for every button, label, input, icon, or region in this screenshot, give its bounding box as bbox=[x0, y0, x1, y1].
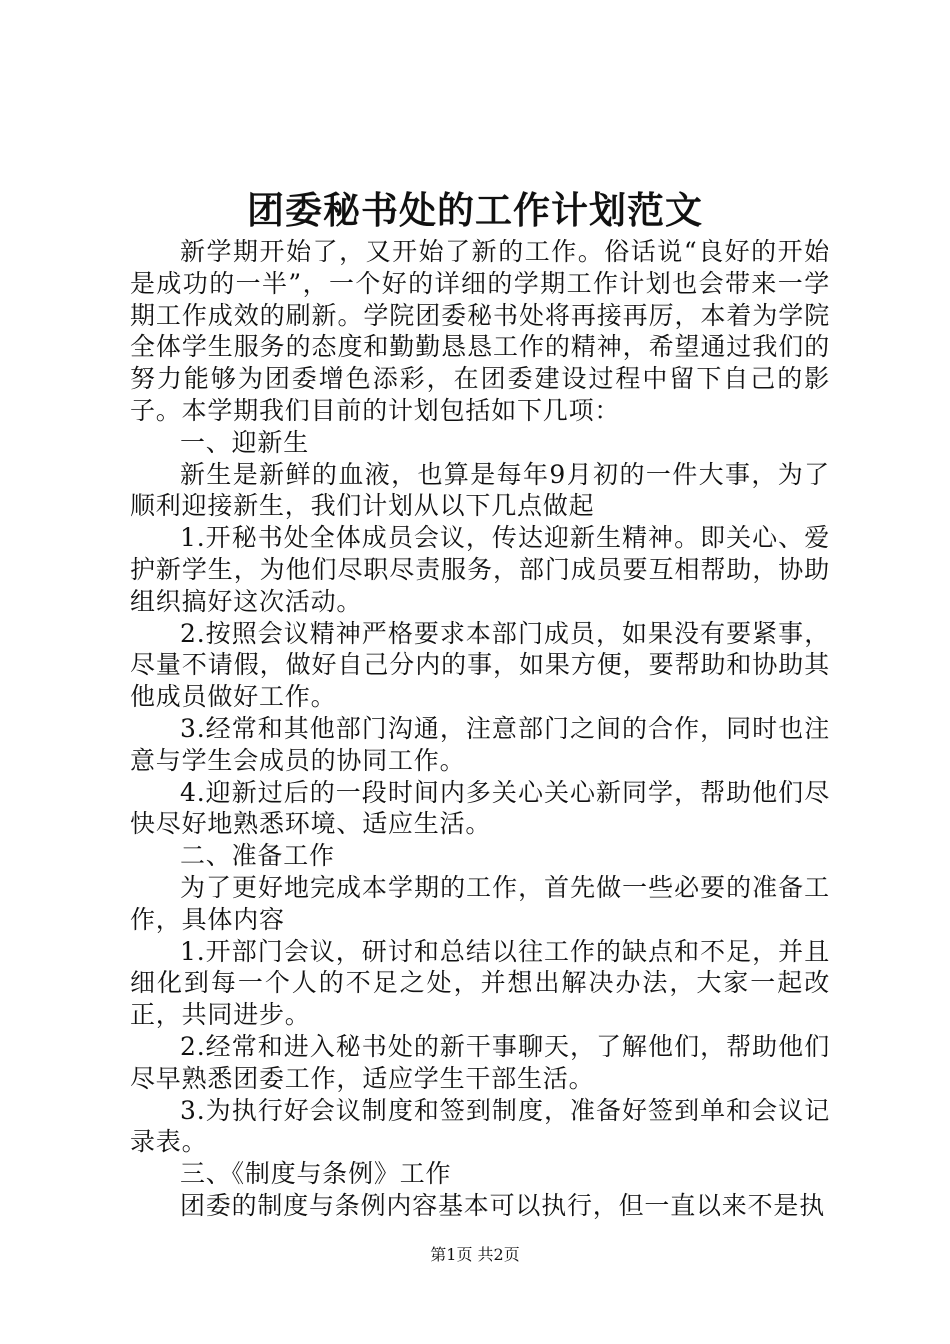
list-item: 3.为执行好会议制度和签到制度，准备好签到单和会议记录表。 bbox=[130, 1095, 830, 1157]
list-item: 1.开秘书处全体成员会议，传达迎新生精神。即关心、爱护新学生，为他们尽职尽责服务，部门成员要互相帮助，协助组织搞好这次活动。 bbox=[130, 523, 830, 616]
list-item: 1.开部门会议，研讨和总结以往工作的缺点和不足，并且细化到每一个人的不足之处，并想出解决办法，大家一起改正，共同进步。 bbox=[130, 936, 830, 1030]
paragraph: 为了更好地完成本学期的工作，首先做一些必要的准备工作，具体内容 bbox=[130, 872, 830, 934]
document-title: 团委秘书处的工作计划范文 bbox=[247, 188, 703, 232]
paragraph: 新生是新鲜的血液，也算是每年9月初的一件大事，为了顺利迎接新生，我们计划从以下几点做起 bbox=[130, 459, 830, 521]
list-item: 2.经常和进入秘书处的新干事聊天，了解他们，帮助他们尽早熟悉团委工作，适应学生干部生活。 bbox=[130, 1031, 830, 1093]
list-item: 3.经常和其他部门沟通，注意部门之间的合作，同时也注意与学生会成员的协同工作。 bbox=[130, 713, 830, 775]
document-body bbox=[130, 236, 830, 1222]
intro-paragraph: 新学期开始了，又开始了新的工作。俗话说“良好的开始是成功的一半”，一个好的详细的学期工作计划也会带来一学期工作成效的刷新。学院团委秘书处将再接再厉，本着为学院全体学生服务的态度和勤勤恳恳工作的精神，希望通过我们的努力能够为团委增色添彩，在团委建设过程中留下自己的影子。本学期我们目前的计划包括如下几项： bbox=[130, 237, 830, 425]
page-number: 第1页 共2页 bbox=[430, 1245, 520, 1264]
section-heading-preparation: 二、准备工作 bbox=[180, 841, 335, 871]
section-heading-regulations: 三、《制度与条例》工作 bbox=[180, 1159, 452, 1189]
list-item: 4.迎新过后的一段时间内多关心关心新同学，帮助他们尽快尽好地熟悉环境、适应生活。 bbox=[130, 777, 830, 839]
list-item: 2.按照会议精神严格要求本部门成员，如果没有要紧事，尽量不请假，做好自己分内的事，如果方便，要帮助和协助其他成员做好工作。 bbox=[130, 618, 830, 712]
paragraph: 团委的制度与条例内容基本可以执行，但一直以来不是执 bbox=[180, 1190, 826, 1220]
section-heading-welcome: 一、迎新生 bbox=[180, 427, 310, 457]
